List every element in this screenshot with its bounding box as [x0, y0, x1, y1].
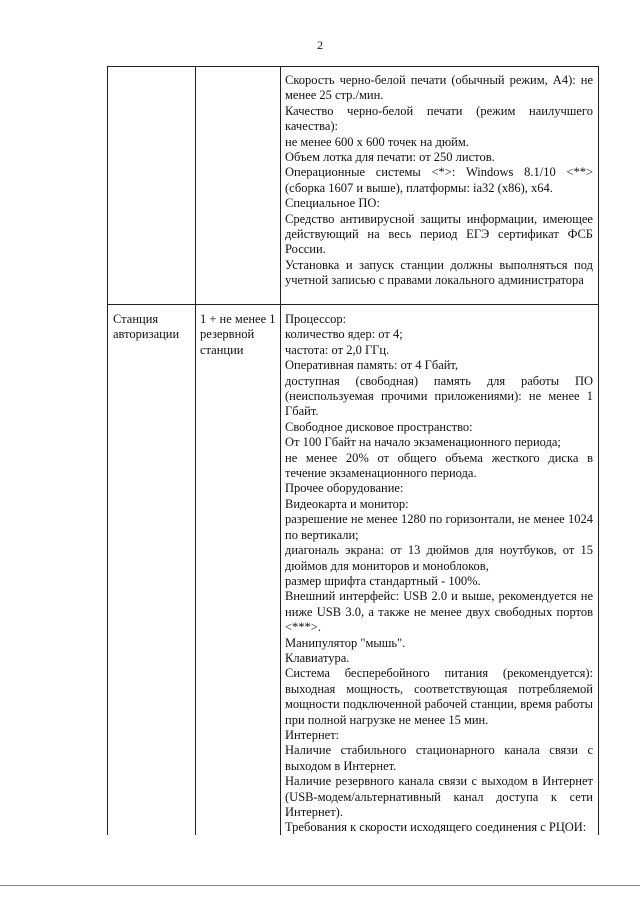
requirement-text: Объем лотка для печати: от 250 листов. — [285, 150, 495, 165]
requirement-text: Клавиатура. — [285, 650, 350, 665]
requirement-text: Свободное дисковое пространство: — [285, 419, 473, 434]
requirement-text: Качество черно-белой печати (режим наилучшего качества): — [285, 103, 593, 134]
requirement-text: Наличие резервного канала связи с выходом в Интернет (USB-модем/альтернативный канал доступа к сети Интернет). — [285, 774, 593, 819]
requirement-text: не менее 600 х 600 точек на дюйм. — [285, 134, 469, 149]
requirement-text: размер шрифта стандартный - 100%. — [285, 573, 481, 588]
requirement-text: Средство антивирусной защиты информации, имеющее действующий на весь период ЕГЭ сертификат ФСБ России. — [285, 211, 593, 257]
requirement-text: диагональ экрана: от 13 дюймов для ноутбуков, от 15 дюймов для мониторов и моноблоков, — [285, 543, 593, 573]
requirement-text: Скорость черно-белой печати (обычный режим, А4): не менее 25 стр./мин. — [285, 73, 593, 103]
requirement-text: Видеокарта и монитор: — [285, 496, 409, 511]
requirement-text: Манипулятор "мышь". — [285, 635, 406, 650]
requirement-text: Требования к скорости исходящего соединения с РЦОИ: — [285, 820, 587, 835]
column-divider — [195, 67, 196, 835]
row2-name: Станция авторизации — [113, 312, 180, 342]
row-divider — [108, 304, 598, 305]
row2-quantity: 1 + не менее 1 резервной станции — [200, 312, 276, 357]
requirement-text: Прочее оборудование: — [285, 481, 404, 496]
requirement-text: Интернет: — [285, 727, 340, 742]
column-divider — [280, 67, 281, 835]
requirement-text: От 100 Гбайт на начало экзаменационного периода; — [285, 435, 561, 450]
requirement-text: Система бесперебойного питания (рекомендуется): выходная мощность, соответствующая потребляемой мощности подключенной рабочей станции, время работы при полной нагрузке не менее 15 мин. — [285, 666, 593, 727]
requirement-text: разрешение не менее 1280 по горизонтали, не менее 1024 по вертикали; — [285, 512, 593, 542]
requirement-text: доступная (свободная) память для работы ПО (неиспользуемая прочими приложениями): не менее 1 Гбайт. — [285, 373, 593, 419]
requirement-text: Наличие стабильного стационарного канала связи с выходом в Интернет. — [285, 743, 593, 773]
scan-edge-line — [0, 885, 640, 886]
requirement-text: Установка и запуск станции должны выполняться под учетной записью с правами локального администратора — [285, 257, 593, 288]
requirement-text: Оперативная память: от 4 Гбайт, — [285, 358, 459, 373]
requirement-text: Операционные системы <*>: Windows 8.1/10 <**> (сборка 1607 и выше), платформы: ia32 (x86), x64. — [285, 165, 593, 195]
requirement-text: количество ядер: от 4; — [285, 327, 403, 342]
requirement-text: Специальное ПО: — [285, 196, 380, 211]
requirement-text: частота: от 2,0 ГГц. — [285, 342, 390, 357]
page-number: 2 — [317, 38, 323, 52]
requirement-text: Процессор: — [285, 312, 347, 326]
requirement-text: не менее 20% от общего объема жесткого диска в течение экзаменационного периода. — [285, 450, 593, 481]
requirements-table — [107, 66, 599, 835]
row2-requirements — [285, 312, 593, 836]
row1-requirements — [285, 73, 593, 289]
requirement-text: Внешний интерфейс: USB 2.0 и выше, рекомендуется не ниже USB 3.0, а также не менее двух свободных портов <***>. — [285, 589, 593, 635]
